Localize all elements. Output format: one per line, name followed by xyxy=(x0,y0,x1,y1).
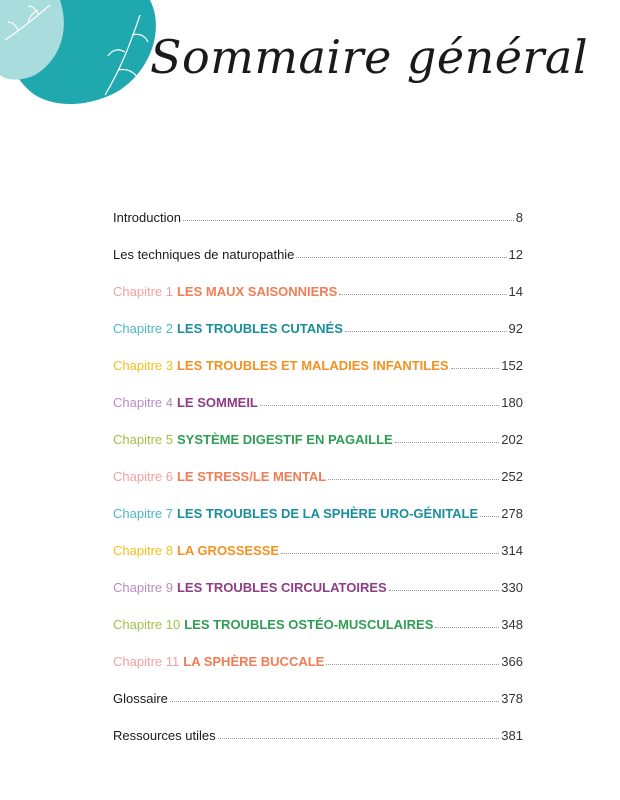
chapter-prefix: Chapitre 4 xyxy=(113,395,173,410)
dot-leader xyxy=(339,294,506,295)
chapter-prefix: Chapitre 7 xyxy=(113,506,173,521)
chapter-title: LES TROUBLES ET MALADIES INFANTILES xyxy=(176,358,449,373)
chapter-title: LA SPHÈRE BUCCALE xyxy=(183,654,325,669)
chapter-title: SYSTÈME DIGESTIF EN PAGAILLE xyxy=(176,432,393,447)
toc-page-number: 278 xyxy=(501,506,523,521)
toc-row-chapter-11[interactable] xyxy=(113,632,523,669)
chapter-prefix: Chapitre 11 xyxy=(113,654,180,669)
chapter-prefix: Chapitre 3 xyxy=(113,358,173,373)
toc-row-chapter-2[interactable] xyxy=(113,299,523,336)
chapter-prefix: Chapitre 1 xyxy=(113,284,173,299)
toc-page-number: 14 xyxy=(508,284,523,299)
dot-leader xyxy=(170,701,499,702)
toc-page-number: 348 xyxy=(501,617,523,632)
dot-leader xyxy=(218,738,500,739)
toc-row-chapter-10[interactable] xyxy=(113,595,523,632)
chapter-title: LA GROSSESSE xyxy=(176,543,280,558)
toc-row-chapter-5[interactable] xyxy=(113,410,523,447)
dot-leader xyxy=(345,331,507,332)
chapter-title: LES TROUBLES OSTÉO-MUSCULAIRES xyxy=(184,617,434,632)
toc-page-number: 180 xyxy=(501,395,523,410)
dot-leader xyxy=(183,220,514,221)
chapter-title: LES TROUBLES CUTANÉS xyxy=(176,321,343,336)
chapter-prefix: Chapitre 2 xyxy=(113,321,173,336)
toc-label: Ressources utiles xyxy=(113,728,216,743)
toc-row-chapter-6[interactable] xyxy=(113,447,523,484)
toc-page-number: 314 xyxy=(501,543,523,558)
toc-page-number: 152 xyxy=(501,358,523,373)
dot-leader xyxy=(260,405,499,406)
toc-page-number: 252 xyxy=(501,469,523,484)
dot-leader xyxy=(389,590,500,591)
chapter-prefix: Chapitre 6 xyxy=(113,469,173,484)
toc-label: Introduction xyxy=(113,210,181,225)
toc-row-chapter-8[interactable] xyxy=(113,521,523,558)
chapter-prefix: Chapitre 5 xyxy=(113,432,173,447)
chapter-prefix: Chapitre 9 xyxy=(113,580,173,595)
dot-leader xyxy=(395,442,500,443)
toc-row-chapter-9[interactable] xyxy=(113,558,523,595)
dot-leader xyxy=(451,368,500,369)
toc-page-number: 12 xyxy=(508,247,523,262)
chapter-title: LES MAUX SAISONNIERS xyxy=(176,284,338,299)
page-title: Sommaire général xyxy=(150,30,589,84)
toc-row-chapter-4[interactable] xyxy=(113,373,523,410)
toc-page-number: 378 xyxy=(501,691,523,706)
chapter-prefix: Chapitre 10 xyxy=(113,617,181,632)
toc-page-number: 202 xyxy=(501,432,523,447)
toc-page-number: 330 xyxy=(501,580,523,595)
toc-row-glossaire[interactable] xyxy=(113,669,523,706)
dot-leader xyxy=(480,516,499,517)
toc-label: Les techniques de naturopathie xyxy=(113,247,295,262)
toc-row-techniques[interactable] xyxy=(113,225,523,262)
chapter-title: LE SOMMEIL xyxy=(176,395,258,410)
dot-leader xyxy=(296,257,506,258)
dot-leader xyxy=(435,627,499,628)
toc-row-ressources[interactable] xyxy=(113,706,523,743)
chapter-title: LES TROUBLES CIRCULATOIRES xyxy=(176,580,387,595)
toc-row-chapter-7[interactable] xyxy=(113,484,523,521)
dot-leader xyxy=(328,479,499,480)
toc-label: Glossaire xyxy=(113,691,168,706)
chapter-title: LE STRESS/LE MENTAL xyxy=(176,469,327,484)
toc-page-number: 92 xyxy=(508,321,523,336)
dot-leader xyxy=(281,553,499,554)
toc-row-chapter-1[interactable] xyxy=(113,262,523,299)
toc-row-introduction[interactable] xyxy=(113,188,523,225)
toc-page-number: 366 xyxy=(501,654,523,669)
chapter-title: LES TROUBLES DE LA SPHÈRE URO-GÉNITALE xyxy=(176,506,479,521)
toc-page-number: 381 xyxy=(501,728,523,743)
toc-page-number: 8 xyxy=(515,210,523,225)
table-of-contents xyxy=(113,188,523,743)
chapter-prefix: Chapitre 8 xyxy=(113,543,173,558)
toc-row-chapter-3[interactable] xyxy=(113,336,523,373)
dot-leader xyxy=(326,664,499,665)
